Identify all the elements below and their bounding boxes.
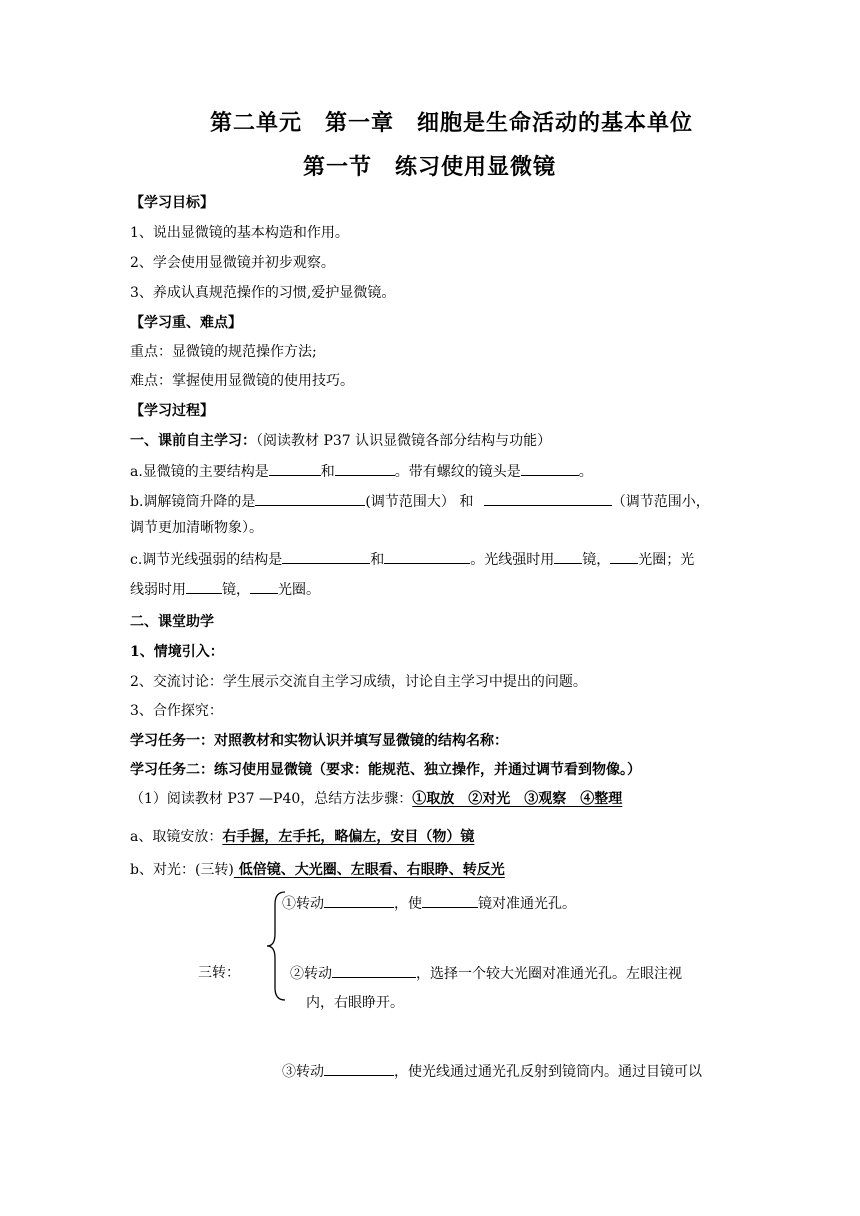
qc-text: 光圈；光 <box>638 552 695 568</box>
answer-blank[interactable] <box>335 461 395 476</box>
answer-blank[interactable] <box>250 579 278 594</box>
goal-item-2: 2、学会使用显微镜并初步观察。 <box>130 255 335 271</box>
qc-text: 光圈。 <box>278 582 320 598</box>
step-discussion: 2、交流讨论：学生展示交流自主学习成绩，讨论自主学习中提出的问题。 <box>130 674 587 690</box>
turn-text: ，使光线通过通光孔反射到镜筒内。通过目镜可以 <box>394 1064 702 1080</box>
question-b <box>130 491 710 512</box>
turn-one <box>282 893 576 914</box>
take-instructions: 右手握，左手托，略偏左，安目（物）镜 <box>222 829 475 845</box>
qb-text: (调节范围大） 和 <box>365 494 474 510</box>
light-label: b、对光：(三转) <box>130 862 234 878</box>
process-heading: 【学习过程】 <box>130 403 214 419</box>
turn-two <box>290 963 682 984</box>
light-instructions: 低倍镜、大光圈、左眼看、右眼睁、转反光 <box>233 862 505 878</box>
three-turns-label: 三转： <box>198 965 240 981</box>
question-c <box>130 549 694 570</box>
part2-title: 二、课堂助学 <box>130 614 214 630</box>
method-steps: ①取放 ②对光 ③观察 ④整理 <box>412 791 623 807</box>
answer-blank[interactable] <box>484 491 612 506</box>
turn-two-cont: 内，右眼睁开。 <box>306 995 404 1011</box>
goal-item-3: 3、养成认真规范操作的习惯,爱护显微镜。 <box>130 285 396 301</box>
step-context: 1、情境引入： <box>130 644 224 660</box>
answer-blank[interactable] <box>269 461 321 476</box>
take-label: a、取镜安放： <box>130 829 223 845</box>
answer-blank[interactable] <box>255 491 365 506</box>
take-microscope-line <box>130 827 474 847</box>
turn-text: ，使 <box>394 896 422 912</box>
turn-text: 镜对准通光孔。 <box>478 896 576 912</box>
qa-text: a.显微镜的主要结构是 <box>130 464 269 480</box>
answer-blank[interactable] <box>610 549 638 564</box>
turn-text: ，选择一个较大光圈对准通光孔。左眼注视 <box>416 966 682 982</box>
part1-title: 一、课前自主学习： <box>130 433 256 449</box>
qb-text: b.调解镜筒升降的是 <box>130 494 256 510</box>
qa-text: 。 <box>578 464 593 480</box>
qc-text: 镜， <box>582 552 611 568</box>
turn-text: ②转动 <box>290 966 332 982</box>
answer-blank[interactable] <box>554 549 582 564</box>
qb-text: （调节范围小， <box>611 494 710 510</box>
key-point-focus: 重点：显微镜的规范操作方法; <box>130 344 317 360</box>
light-adjust-line <box>130 860 505 880</box>
qc-text: 和 <box>370 552 385 568</box>
qc-text: 。光线强时用 <box>470 552 555 568</box>
question-b-cont: 调节更加清晰物象）。 <box>130 520 263 536</box>
question-c-cont <box>130 579 320 600</box>
task-two: 学习任务二：练习使用显微镜（要求：能规范、独立操作，并通过调节看到物像。） <box>130 762 641 778</box>
goals-heading: 【学习目标】 <box>130 195 214 211</box>
turn-three <box>282 1061 702 1082</box>
answer-blank[interactable] <box>324 1061 394 1076</box>
answer-blank[interactable] <box>186 579 222 594</box>
turn-text: ①转动 <box>282 896 324 912</box>
answer-blank[interactable] <box>324 893 394 908</box>
answer-blank[interactable] <box>332 963 416 978</box>
goal-item-1: 1、说出显微镜的基本构造和作用。 <box>130 225 349 241</box>
qa-text: 。带有螺纹的镜头是 <box>394 464 521 480</box>
step-intro: （1）阅读教材 P37 —P40，总结方法步骤： <box>130 791 413 807</box>
qc-text: 镜， <box>222 582 250 598</box>
key-points-heading: 【学习重、难点】 <box>130 315 242 331</box>
answer-blank[interactable] <box>282 549 370 564</box>
qc-text: c.调节光线强弱的结构是 <box>130 552 283 568</box>
task-one: 学习任务一：对照教材和实物认识并填写显微镜的结构名称： <box>130 733 508 749</box>
part1-note: （阅读教材 P37 认识显微镜各部分结构与功能） <box>256 433 552 449</box>
answer-blank[interactable] <box>521 461 579 476</box>
qa-text: 和 <box>320 464 335 480</box>
step-intro-line <box>130 789 622 809</box>
unit-title: 第二单元 第一章 细胞是生命活动的基本单位 <box>210 110 694 136</box>
key-point-difficulty: 难点：掌握使用显微镜的使用技巧。 <box>130 373 354 389</box>
turn-text: ③转动 <box>282 1064 324 1080</box>
qc-text: 线弱时用 <box>130 582 186 598</box>
question-a <box>130 461 593 482</box>
step-explore: 3、合作探究： <box>130 703 223 719</box>
answer-blank[interactable] <box>384 549 470 564</box>
part1-line <box>130 431 551 451</box>
section-title: 第一节 练习使用显微镜 <box>303 154 557 180</box>
answer-blank[interactable] <box>422 893 478 908</box>
